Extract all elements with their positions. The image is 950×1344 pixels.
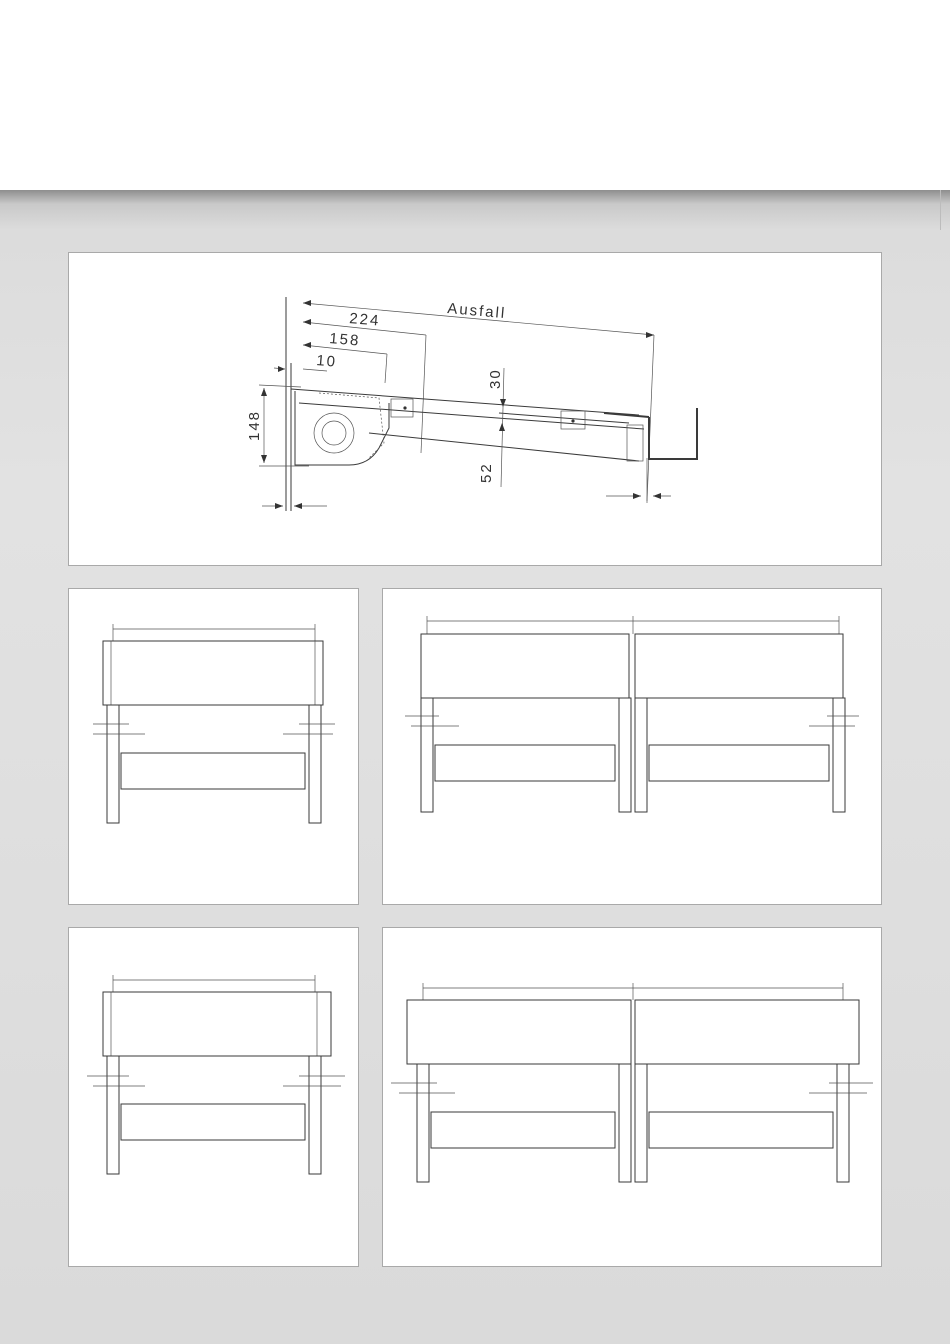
- dim-30-label: 30: [487, 368, 504, 389]
- front-view-single-a-drawing: [69, 589, 360, 906]
- side-view-drawing: [69, 253, 883, 567]
- dim-10-label: 10: [315, 352, 338, 371]
- front-view-single-b-panel: [68, 927, 359, 1267]
- dim-148-label: 148: [246, 409, 263, 441]
- front-view-double-a-drawing: [383, 589, 883, 906]
- dim-158-label: 158: [328, 330, 362, 350]
- front-view-double-b-panel: [382, 927, 882, 1267]
- front-view-single-b-drawing: [69, 928, 360, 1268]
- edge-line: [940, 190, 941, 230]
- dim-52-label: 52: [478, 462, 495, 483]
- front-view-double-b-drawing: [383, 928, 883, 1268]
- dim-224-label: 224: [348, 310, 382, 330]
- front-view-double-a-panel: [382, 588, 882, 905]
- page-header-area: [0, 0, 950, 190]
- dim-projection-label: Ausfall: [446, 300, 507, 323]
- front-view-single-a-panel: [68, 588, 359, 905]
- side-view-panel: [68, 252, 882, 566]
